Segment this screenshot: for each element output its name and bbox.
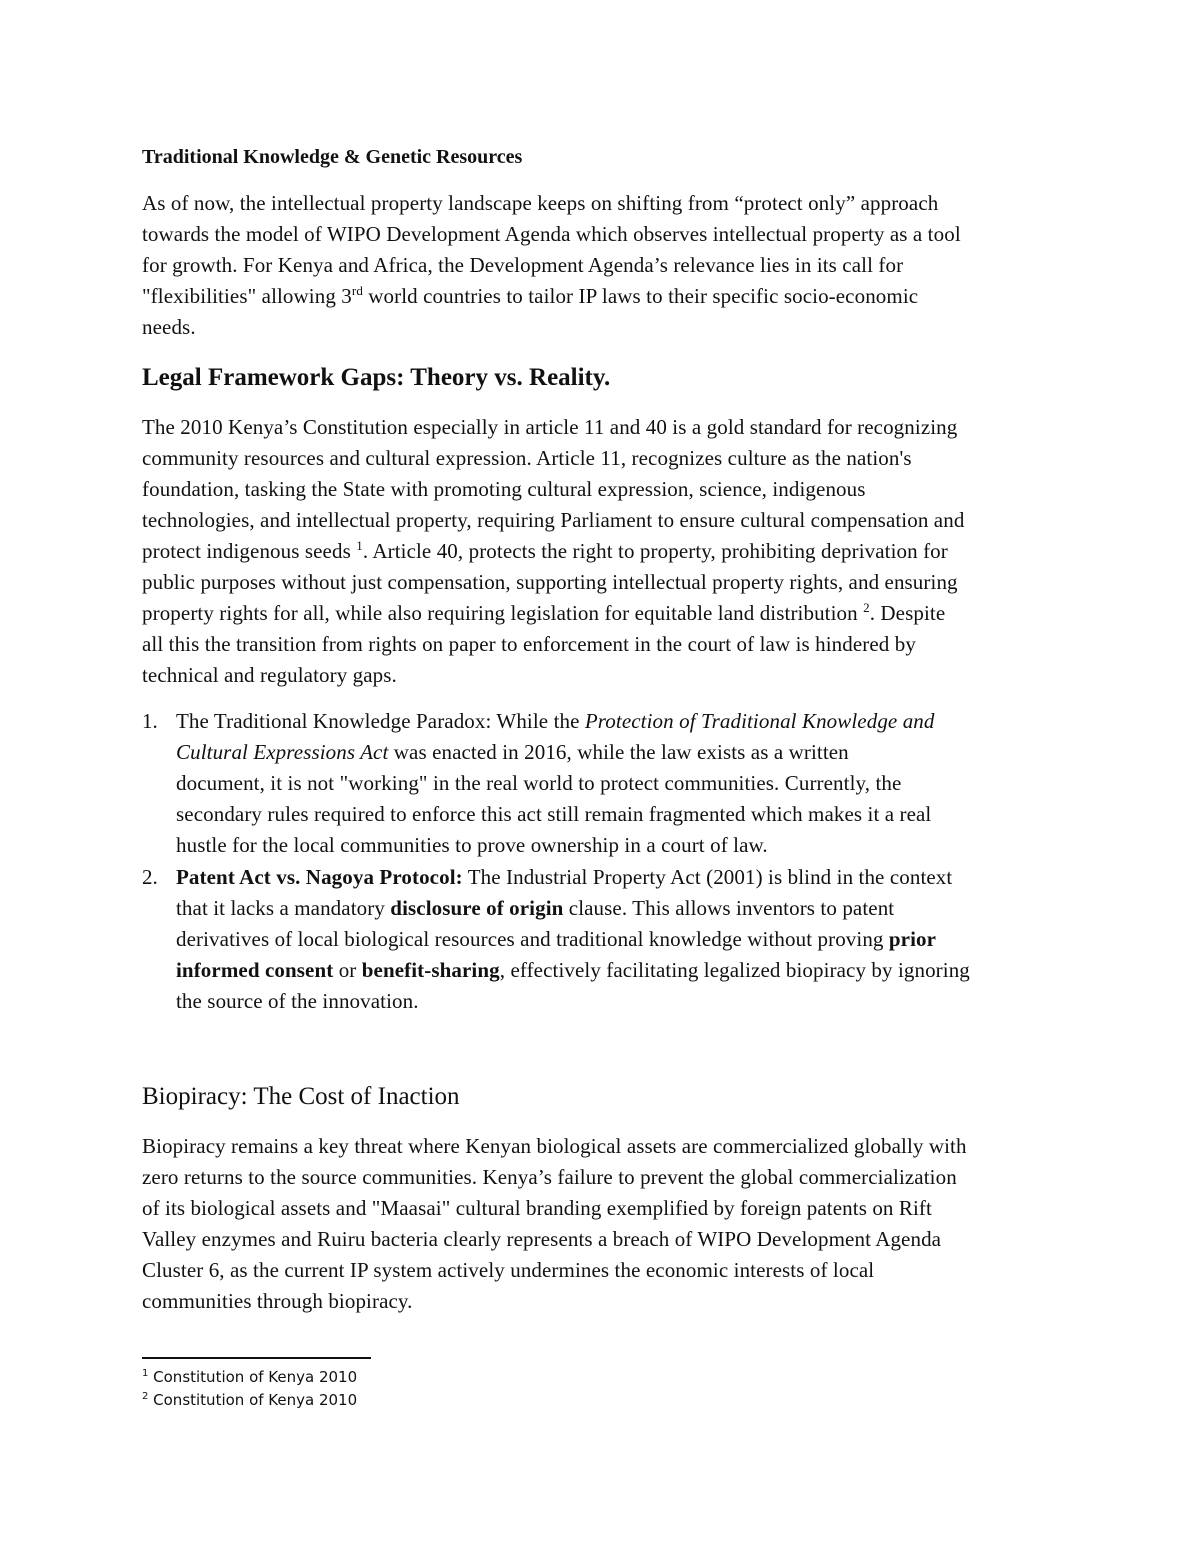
list-number: 1. — [142, 709, 158, 733]
text-run: secondary rules required to enforce this act still remain fragmented which makes it a real — [176, 802, 932, 826]
footnote-separator — [142, 1357, 371, 1359]
text-run: "flexibilities" allowing 3 — [142, 284, 352, 308]
footnote-text: Constitution of Kenya 2010 — [153, 1368, 358, 1386]
text-run: The 2010 Kenya’s Constitution especially in article 11 and 40 is a gold standard for recognizing — [142, 415, 958, 439]
text-run: communities through biopiracy. — [142, 1289, 413, 1313]
bold-text: informed consent — [176, 958, 334, 982]
italic-text: Protection of Traditional Knowledge and — [584, 709, 935, 733]
text-run: world countries to tailor IP laws to their specific socio-economic — [362, 284, 919, 308]
text-line — [176, 830, 935, 861]
text-run: technologies, and intellectual property, requiring Parliament to ensure cultural compensation and — [142, 508, 965, 532]
text-run: . Despite — [869, 601, 946, 625]
footnote-reference: rd — [351, 283, 363, 298]
text-run: Biopiracy remains a key threat where Kenyan biological assets are commercialized globally with — [142, 1134, 967, 1158]
text-line — [142, 412, 964, 443]
bold-text: prior — [888, 927, 937, 951]
text-line — [176, 924, 970, 955]
text-run: hustle for the local communities to prove ownership in a court of law. — [176, 833, 768, 857]
intro-paragraph — [142, 188, 961, 343]
document-title: Traditional Knowledge & Genetic Resources — [142, 146, 523, 168]
text-run: community resources and cultural expression. Article 11, recognizes culture as the nation's — [142, 446, 912, 470]
text-line — [142, 443, 964, 474]
text-line — [142, 1286, 967, 1317]
text-line — [142, 1193, 967, 1224]
text-run: Cluster 6, as the current IP system actively undermines the economic interests of local — [142, 1258, 875, 1282]
text-run: protect indigenous seeds — [142, 539, 357, 563]
footnote — [142, 1366, 357, 1389]
text-run: technical and regulatory gaps. — [142, 663, 397, 687]
text-line — [142, 598, 964, 629]
text-run: towards the model of WIPO Development Agenda which observes intellectual property as a tool — [142, 222, 961, 246]
text-run: the source of the innovation. — [176, 989, 419, 1013]
text-line — [142, 1162, 967, 1193]
legal-framework-paragraph — [142, 412, 964, 691]
text-run: was enacted in 2016, while the law exists as a written — [388, 740, 849, 764]
text-run: Valley enzymes and Ruiru bacteria clearly represents a breach of WIPO Development Agenda — [142, 1227, 942, 1251]
heading-biopiracy: Biopiracy: The Cost of Inaction — [142, 1083, 460, 1110]
text-run: document, it is not "working" in the real world to protect communities. Currently, the — [176, 771, 902, 795]
text-run: The Industrial Property Act (2001) is blind in the context — [462, 865, 953, 889]
bold-text: benefit-sharing — [361, 958, 500, 982]
text-line — [176, 986, 970, 1017]
italic-text: Cultural Expressions Act — [176, 740, 389, 764]
list-number: 2. — [142, 865, 158, 889]
bold-text: Patent Act vs. Nagoya Protocol: — [176, 865, 463, 889]
bold-text: disclosure of origin — [390, 896, 564, 920]
text-line — [142, 536, 964, 567]
text-line — [142, 281, 961, 312]
list-item-text — [176, 706, 935, 861]
text-line — [142, 219, 961, 250]
text-line — [142, 1224, 967, 1255]
biopiracy-paragraph — [142, 1131, 967, 1317]
text-line — [142, 188, 961, 219]
text-line — [142, 567, 964, 598]
text-run: or — [333, 958, 362, 982]
list-item-text — [176, 862, 970, 1017]
heading-legal-framework: Legal Framework Gaps: Theory vs. Reality. — [142, 364, 611, 391]
text-run: of its biological assets and "Maasai" cultural branding exemplified by foreign patents on Rift — [142, 1196, 932, 1220]
footnote-mark: 2 — [142, 1391, 149, 1402]
text-run: property rights for all, while also requiring legislation for equitable land distribution — [142, 601, 864, 625]
text-line — [142, 505, 964, 536]
footnote — [142, 1389, 357, 1412]
text-line — [176, 799, 935, 830]
text-line — [142, 250, 961, 281]
text-run: The Traditional Knowledge Paradox: While the — [176, 709, 585, 733]
text-run: needs. — [142, 315, 196, 339]
text-run: zero returns to the source communities. Kenya’s failure to prevent the global commercialization — [142, 1165, 957, 1189]
text-line — [142, 660, 964, 691]
footnote-reference: 1 — [356, 538, 363, 553]
text-run: foundation, tasking the State with promoting cultural expression, science, indigenous — [142, 477, 866, 501]
footnote-mark: 1 — [142, 1368, 149, 1379]
text-run: public purposes without just compensation, supporting intellectual property rights, and ensuring — [142, 570, 958, 594]
text-line — [176, 737, 935, 768]
text-run: As of now, the intellectual property landscape keeps on shifting from “protect only” approach — [142, 191, 939, 215]
text-line — [176, 862, 970, 893]
footnote-text: Constitution of Kenya 2010 — [153, 1391, 358, 1409]
text-run: all this the transition from rights on paper to enforcement in the court of law is hindered by — [142, 632, 916, 656]
text-line — [176, 955, 970, 986]
text-line — [176, 706, 935, 737]
text-line — [142, 474, 964, 505]
text-run: . Article 40, protects the right to property, prohibiting deprivation for — [362, 539, 948, 563]
text-line — [142, 629, 964, 660]
text-line — [142, 1255, 967, 1286]
text-line — [176, 768, 935, 799]
text-run: for growth. For Kenya and Africa, the Development Agenda’s relevance lies in its call for — [142, 253, 904, 277]
text-run: , effectively facilitating legalized biopiracy by ignoring — [499, 958, 970, 982]
text-run: that it lacks a mandatory — [176, 896, 391, 920]
text-run: derivatives of local biological resources and traditional knowledge without proving — [176, 927, 889, 951]
text-line — [142, 312, 961, 343]
footnote-reference: 2 — [863, 600, 870, 615]
text-line — [176, 893, 970, 924]
text-line — [142, 1131, 967, 1162]
text-run: clause. This allows inventors to patent — [563, 896, 895, 920]
